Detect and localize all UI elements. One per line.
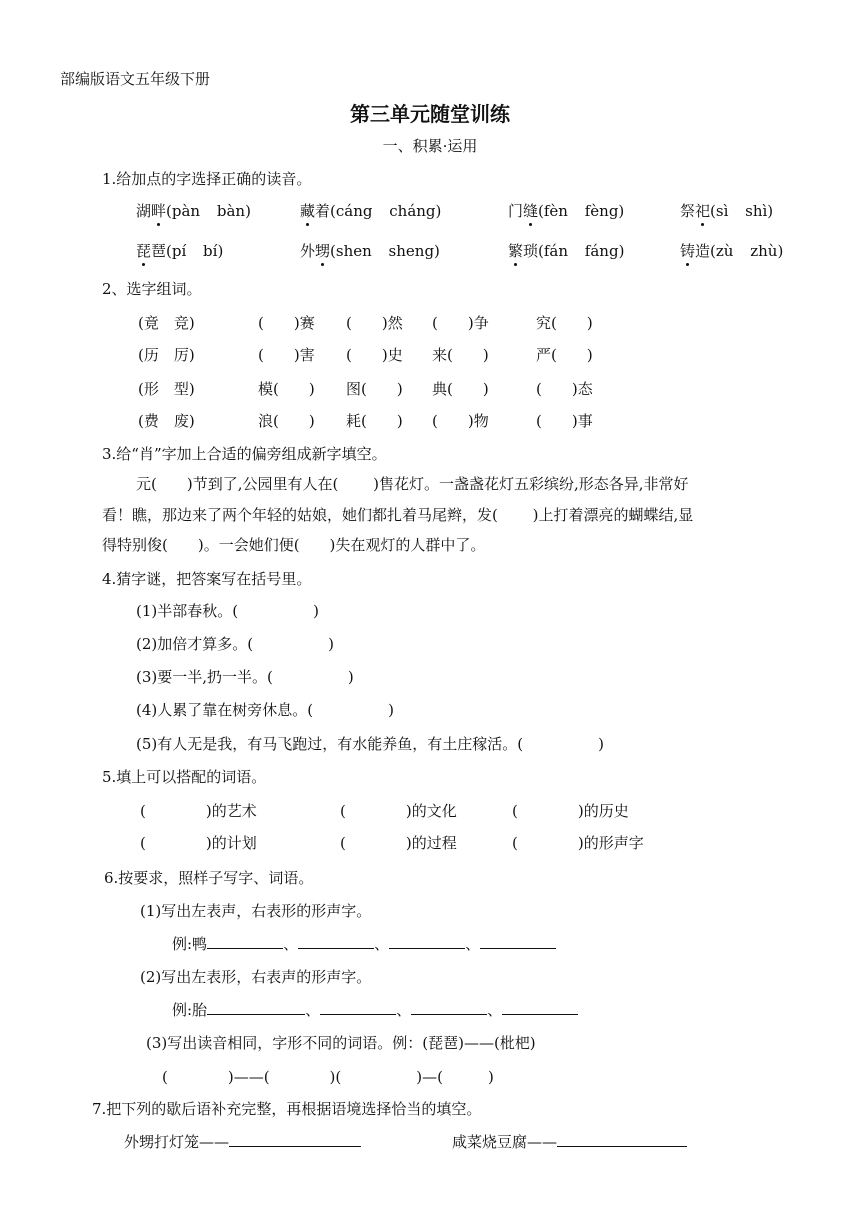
pinyin-item xyxy=(136,240,223,261)
q6-sub-2: (2)写出左表形，右表声的形声字。 xyxy=(140,968,372,986)
char-pair: (形 型) xyxy=(138,380,195,398)
word-blank: ( )事 xyxy=(536,412,593,430)
dotted-char: 缝 xyxy=(523,202,539,220)
q5-item: ( )的过程 xyxy=(340,834,457,852)
pinyin-item xyxy=(508,240,624,261)
word-blank: 典( ) xyxy=(432,380,489,398)
dotted-char: 畔 xyxy=(151,202,167,220)
pinyin-options: (sì shì) xyxy=(710,202,774,220)
pinyin-item xyxy=(680,200,773,221)
q7-idiom-right: 咸菜烧豆腐—— xyxy=(452,1131,687,1152)
word-before: 湖 xyxy=(136,202,152,220)
q1-label: 1.给加点的字选择正确的读音。 xyxy=(102,170,312,188)
q6-blanks-3: ( )——( )( )—( ) xyxy=(162,1068,494,1086)
riddle-3: (3)要一半,扔一半。( ) xyxy=(136,668,354,686)
q6-example-1: 例:鸭 、 、 、 xyxy=(172,933,556,954)
page-title: 第三单元随堂训练 xyxy=(350,102,510,126)
q3-line-2: 看！瞧，那边来了两个年轻的姑娘，她们都扎着马尾辫，发( )上打着漂亮的蝴蝶结,显 xyxy=(102,506,694,524)
riddle-1: (1)半部春秋。( ) xyxy=(136,602,319,620)
dotted-char: 铸 xyxy=(680,242,696,260)
q3-line-3: 得特别俊( )。一会她们便( )失在观灯的人群中了。 xyxy=(102,536,486,554)
pinyin-options: (pí bí) xyxy=(166,242,224,260)
word-blank: 耗( ) xyxy=(346,412,403,430)
word-before: 门 xyxy=(508,202,524,220)
word-blank: 来( ) xyxy=(432,346,489,364)
word-blank: 严( ) xyxy=(536,346,593,364)
q3-label: 3.给“肖”字加上合适的偏旁组成新字填空。 xyxy=(102,445,387,463)
word-blank: 模( ) xyxy=(258,380,315,398)
word-blank: ( )赛 xyxy=(258,314,315,332)
q2-label: 2、选字组词。 xyxy=(102,280,202,298)
word-after: 琐 xyxy=(523,242,539,260)
word-blank: ( )态 xyxy=(536,380,593,398)
word-before: 外 xyxy=(300,242,316,260)
pinyin-item xyxy=(300,200,441,221)
word-before: 祭 xyxy=(680,202,696,220)
q4-label: 4.猜字谜，把答案写在括号里。 xyxy=(102,570,312,588)
q5-item: ( )的形声字 xyxy=(512,834,644,852)
pinyin-options: (cáng cháng) xyxy=(330,202,442,220)
word-after: 造 xyxy=(695,242,711,260)
word-after: 琶 xyxy=(151,242,167,260)
word-blank: 究( ) xyxy=(536,314,593,332)
riddle-5: (5)有人无是我，有马飞跑过，有水能养鱼，有土庄稼活。( ) xyxy=(136,735,604,753)
dotted-char: 藏 xyxy=(300,202,316,220)
pinyin-options: (shen sheng) xyxy=(330,242,440,260)
char-pair: (历 厉) xyxy=(138,346,195,364)
dotted-char: 繁 xyxy=(508,242,524,260)
q5-label: 5.填上可以搭配的词语。 xyxy=(102,768,267,786)
pinyin-item xyxy=(300,240,440,261)
pinyin-options: (zù zhù) xyxy=(710,242,784,260)
q5-item: ( )的艺术 xyxy=(140,802,257,820)
dotted-char: 祀 xyxy=(695,202,711,220)
word-blank: ( )害 xyxy=(258,346,315,364)
q5-item: ( )的计划 xyxy=(140,834,257,852)
q5-item: ( )的历史 xyxy=(512,802,629,820)
dotted-char: 琵 xyxy=(136,242,152,260)
word-after: 着 xyxy=(315,202,331,220)
dotted-char: 甥 xyxy=(315,242,331,260)
book-header: 部编版语文五年级下册 xyxy=(60,70,211,88)
word-blank: 浪( ) xyxy=(258,412,315,430)
word-blank: ( )物 xyxy=(432,412,489,430)
pinyin-options: (fán fáng) xyxy=(538,242,625,260)
q5-item: ( )的文化 xyxy=(340,802,457,820)
char-pair: (费 废) xyxy=(138,412,195,430)
q6-label: 6.按要求，照样子写字、词语。 xyxy=(104,869,314,887)
pinyin-options: (pàn bàn) xyxy=(166,202,251,220)
char-pair: (竟 竞) xyxy=(138,314,195,332)
word-blank: ( )然 xyxy=(346,314,403,332)
pinyin-options: (fèn fèng) xyxy=(538,202,625,220)
word-blank: 图( ) xyxy=(346,380,403,398)
pinyin-item xyxy=(136,200,251,221)
section-subtitle: 一、积累·运用 xyxy=(382,137,478,155)
riddle-4: (4)人累了靠在树旁休息。( ) xyxy=(136,701,394,719)
q3-line-1: 元( )节到了,公园里有人在( )售花灯。一盏盏花灯五彩缤纷,形态各异,非常好 xyxy=(136,475,689,493)
pinyin-item xyxy=(680,240,783,261)
q7-label: 7.把下列的歇后语补充完整，再根据语境选择恰当的填空。 xyxy=(92,1100,482,1118)
word-blank: ( )争 xyxy=(432,314,489,332)
q7-idiom-left: 外甥打灯笼—— xyxy=(124,1131,361,1152)
riddle-2: (2)加倍才算多。( ) xyxy=(136,635,334,653)
q6-sub-1: (1)写出左表声，右表形的形声字。 xyxy=(140,902,372,920)
word-blank: ( )史 xyxy=(346,346,403,364)
pinyin-item xyxy=(508,200,624,221)
q6-sub-3: (3)写出读音相同，字形不同的词语。例：(琵琶)——(枇杷) xyxy=(146,1034,536,1052)
q6-example-2: 例:胎 、 、 、 xyxy=(172,999,578,1020)
